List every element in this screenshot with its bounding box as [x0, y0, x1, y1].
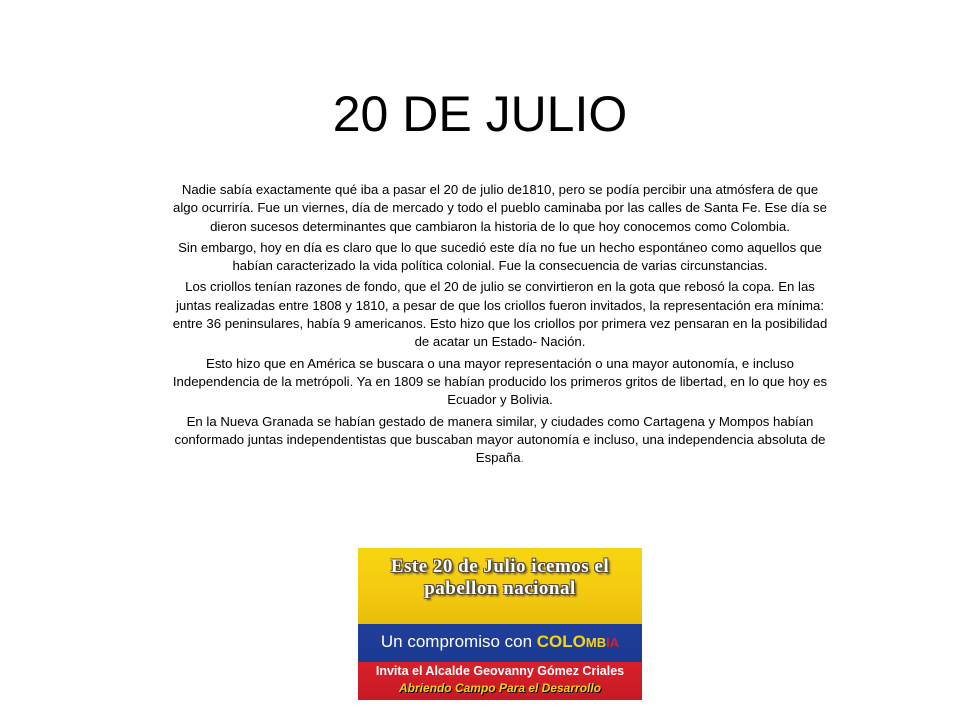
- banner-headline: Este 20 de Julio icemos el pabellon nacional: [390, 556, 610, 599]
- paragraph-text: En la Nueva Granada se habían gestado de manera similar, y ciudades como Cartagena y Mompos habían conformado juntas independentistas que buscaban mayor autonomía e incluso, una independencia absoluta de España: [174, 413, 826, 466]
- banner-colo: COLO: [536, 632, 586, 651]
- banner-slogan: Abriendo Campo Para el Desarrollo: [398, 681, 602, 695]
- paragraph: Nadie sabía exactamente qué iba a pasar el 20 de julio de1810, pero se podía percibir una atmósfera de que algo ocurriría. Fue un viernes, día de mercado y todo el pueblo caminaba por las calles de Santa Fe. Ese día se dieron sucesos determinantes que cambiaron la historia de lo que hoy conocemos como Colombia.: [173, 182, 827, 234]
- paragraph: Esto hizo que en América se buscara o una mayor representación o una mayor autonomía, e incluso Independencia de la metrópoli. Ya en 1809 se habían producido los primeros gritos de libertad, en lo que hoy es Ecuador y Bolivia.: [172, 355, 828, 408]
- paragraph: Sin embargo, hoy en día es claro que lo que sucedió este día no fue un hecho espontáneo como aquellos que habían caracterizado la vida política colonial. Fue la consecuencia de varias circunstancias.: [178, 239, 822, 274]
- paragraph-last: [168, 413, 832, 468]
- banner-invita: Invita el Alcalde Geovanny Gómez Criales: [375, 664, 625, 678]
- paragraph: Los criollos tenían razones de fondo, que el 20 de julio se convirtieron en la gota que rebosó la copa. En las juntas realizadas entre 1808 y 1810, a pesar de que los criollos fueron invitados, la representación era mínima: entre 36 peninsulares, había 9 americanos. Esto hizo que los criollos por primera vez pensaran en la posibilidad de acatar un Estado- Nación.: [172, 279, 828, 350]
- slide-title: 20 DE JULIO: [332, 86, 628, 142]
- slide-body: [168, 181, 832, 470]
- banner-ia: IA: [606, 635, 620, 650]
- colombia-flag-banner: [358, 548, 642, 700]
- banner-compromiso: [358, 630, 642, 655]
- final-period: .: [520, 450, 525, 466]
- banner-mb: MB: [585, 635, 607, 650]
- banner-compromiso-text: Un compromiso con: [380, 632, 537, 651]
